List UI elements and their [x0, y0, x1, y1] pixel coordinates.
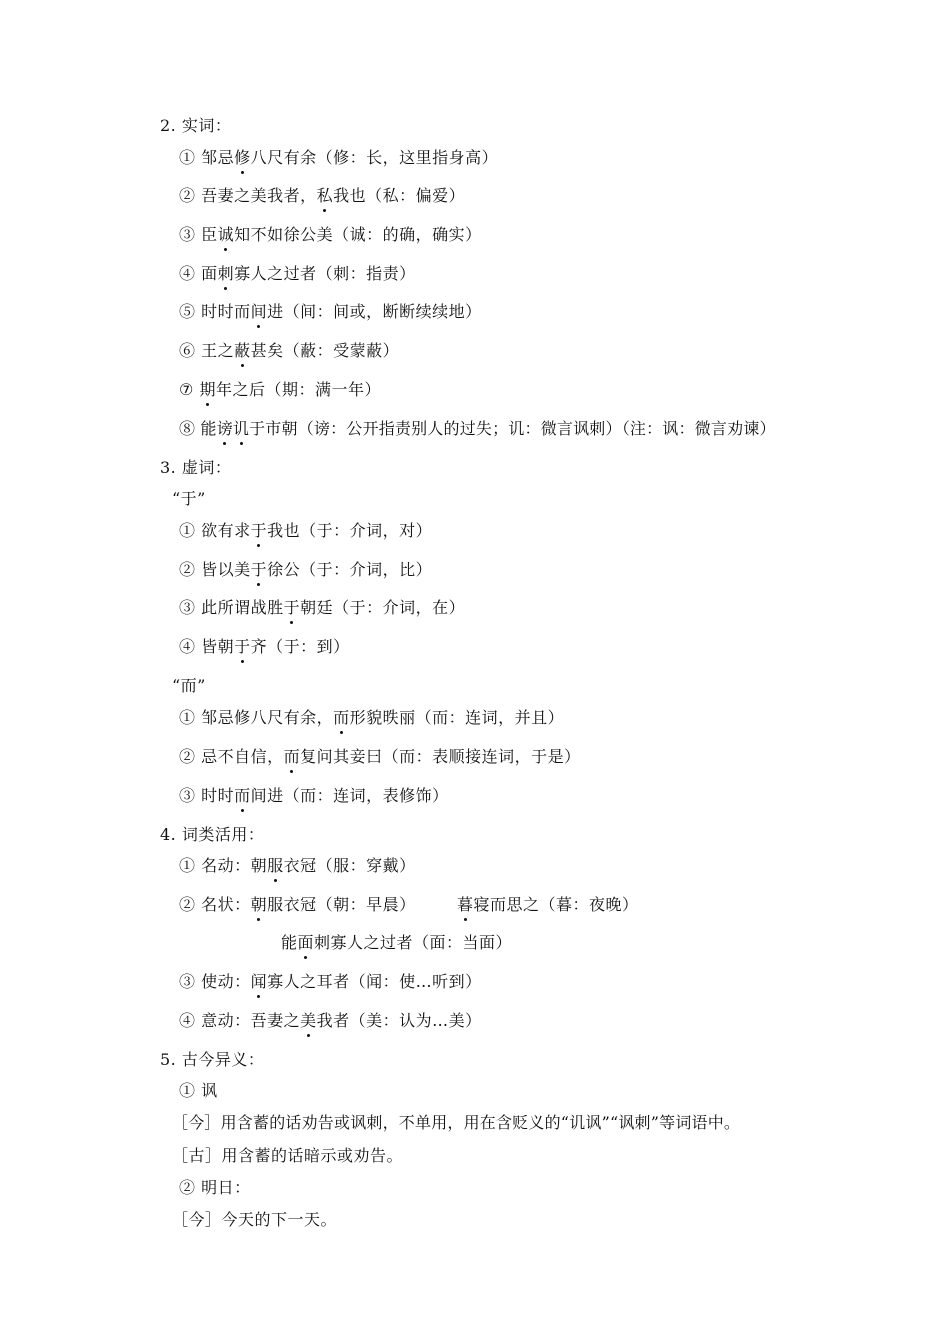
section-title-cilei: 4. 词类活用：	[160, 825, 265, 844]
term-mingri: ② 明日：	[179, 1178, 251, 1197]
list-item: ② 吾妻之美我者，私我也（私：偏爱）	[179, 186, 466, 205]
emphasis-dot-char: 蔽	[234, 341, 251, 360]
list-item: ③ 此所谓战胜于朝廷（于：介词，在）	[179, 598, 466, 617]
emphasis-dot-char: 于	[234, 637, 251, 656]
definition-modern: ［今］用含蓄的话劝告或讽刺，不单用，用在含贬义的“讥讽”“讽刺”等词语中。	[172, 1113, 741, 1132]
emphasis-dot-char: 美	[300, 1011, 317, 1030]
list-item: ② 皆以美于徐公（于：介词，比）	[179, 560, 433, 579]
emphasis-dot-char: 而	[234, 786, 251, 805]
list-item: ③ 时时而间进（而：连词，表修饰）	[179, 786, 449, 805]
list-item: ② 忌不自信，而复问其妾曰（而：表顺接连词，于是）	[179, 747, 581, 766]
section-title-xuci: 3. 虚词：	[160, 458, 232, 477]
emphasis-dot-char: 服	[267, 856, 284, 875]
emphasis-dot-char: 而	[333, 708, 350, 727]
emphasis-dot-char: 闻	[250, 972, 268, 991]
emphasis-dot-char: 而	[283, 747, 301, 766]
emphasis-dot-char: 于	[283, 598, 301, 617]
section-title-gujin: 5. 古今异义：	[160, 1050, 265, 1069]
emphasis-dot-char: 面	[297, 933, 315, 952]
list-item: ③ 使动：闻寡人之耳者（闻：使…听到）	[179, 972, 482, 991]
emphasis-dot-char: 私	[316, 186, 334, 205]
emphasis-dot-char: 朝	[250, 895, 268, 914]
emphasis-dot-char: 诚	[217, 225, 235, 244]
term-feng: ① 讽	[179, 1081, 218, 1100]
definition-modern: ［今］今天的下一天。	[172, 1210, 338, 1229]
emphasis-dot-char: 刺	[217, 264, 235, 283]
list-item: ④ 面刺寡人之过者（刺：指责）	[179, 264, 416, 283]
list-item: ④ 皆朝于齐（于：到）	[179, 637, 350, 656]
section-title-shici: 2. 实词：	[160, 116, 232, 135]
list-item: ② 名状：朝服衣冠（朝：早晨）	[179, 895, 416, 914]
emphasis-dot-char: 讥	[232, 419, 250, 438]
emphasis-dot-char: 于	[250, 560, 268, 579]
list-item: ① 欲有求于我也（于：介词，对）	[179, 521, 433, 540]
list-item: ① 邹忌修八尺有余，而形貌昳丽（而：连词，并且）	[179, 708, 565, 727]
list-item: ④ 意动：吾妻之美我者（美：认为…美）	[179, 1011, 482, 1030]
list-item: ⑥ 王之蔽甚矣（蔽：受蒙蔽）	[179, 341, 400, 360]
list-item: ⑤ 时时而间进（间：间或，断断续续地）	[179, 302, 482, 321]
emphasis-dot-char: 间	[250, 302, 268, 321]
emphasis-dot-char: 暮	[457, 895, 474, 914]
emphasis-dot-char: 于	[250, 521, 268, 540]
sub-heading-yu: “于”	[172, 489, 206, 508]
sub-heading-er: “而”	[172, 676, 206, 695]
list-item-continuation: 暮寝而思之（暮：夜晚）	[457, 895, 639, 914]
list-item: ③ 臣诚知不如徐公美（诚：的确，确实）	[179, 225, 482, 244]
emphasis-dot-char: 修	[234, 148, 251, 167]
list-item: ① 名动：朝服衣冠（服：穿戴）	[179, 856, 416, 875]
list-item-continuation: 能面刺寡人之过者（面：当面）	[281, 933, 513, 952]
list-item: ⑧ 能谤讥于市朝（谤：公开指责别人的过失；讥：微言讽刺）（注：讽：微言劝谏）	[179, 419, 776, 438]
emphasis-dot-char: 谤	[216, 419, 233, 438]
list-item: ① 邹忌修八尺有余（修：长，这里指身高）	[179, 148, 499, 167]
definition-ancient: ［古］用含蓄的话暗示或劝告。	[172, 1146, 404, 1165]
list-item: ⑦ 期年之后（期：满一年）	[179, 380, 381, 399]
emphasis-dot-char: 期	[199, 380, 216, 399]
